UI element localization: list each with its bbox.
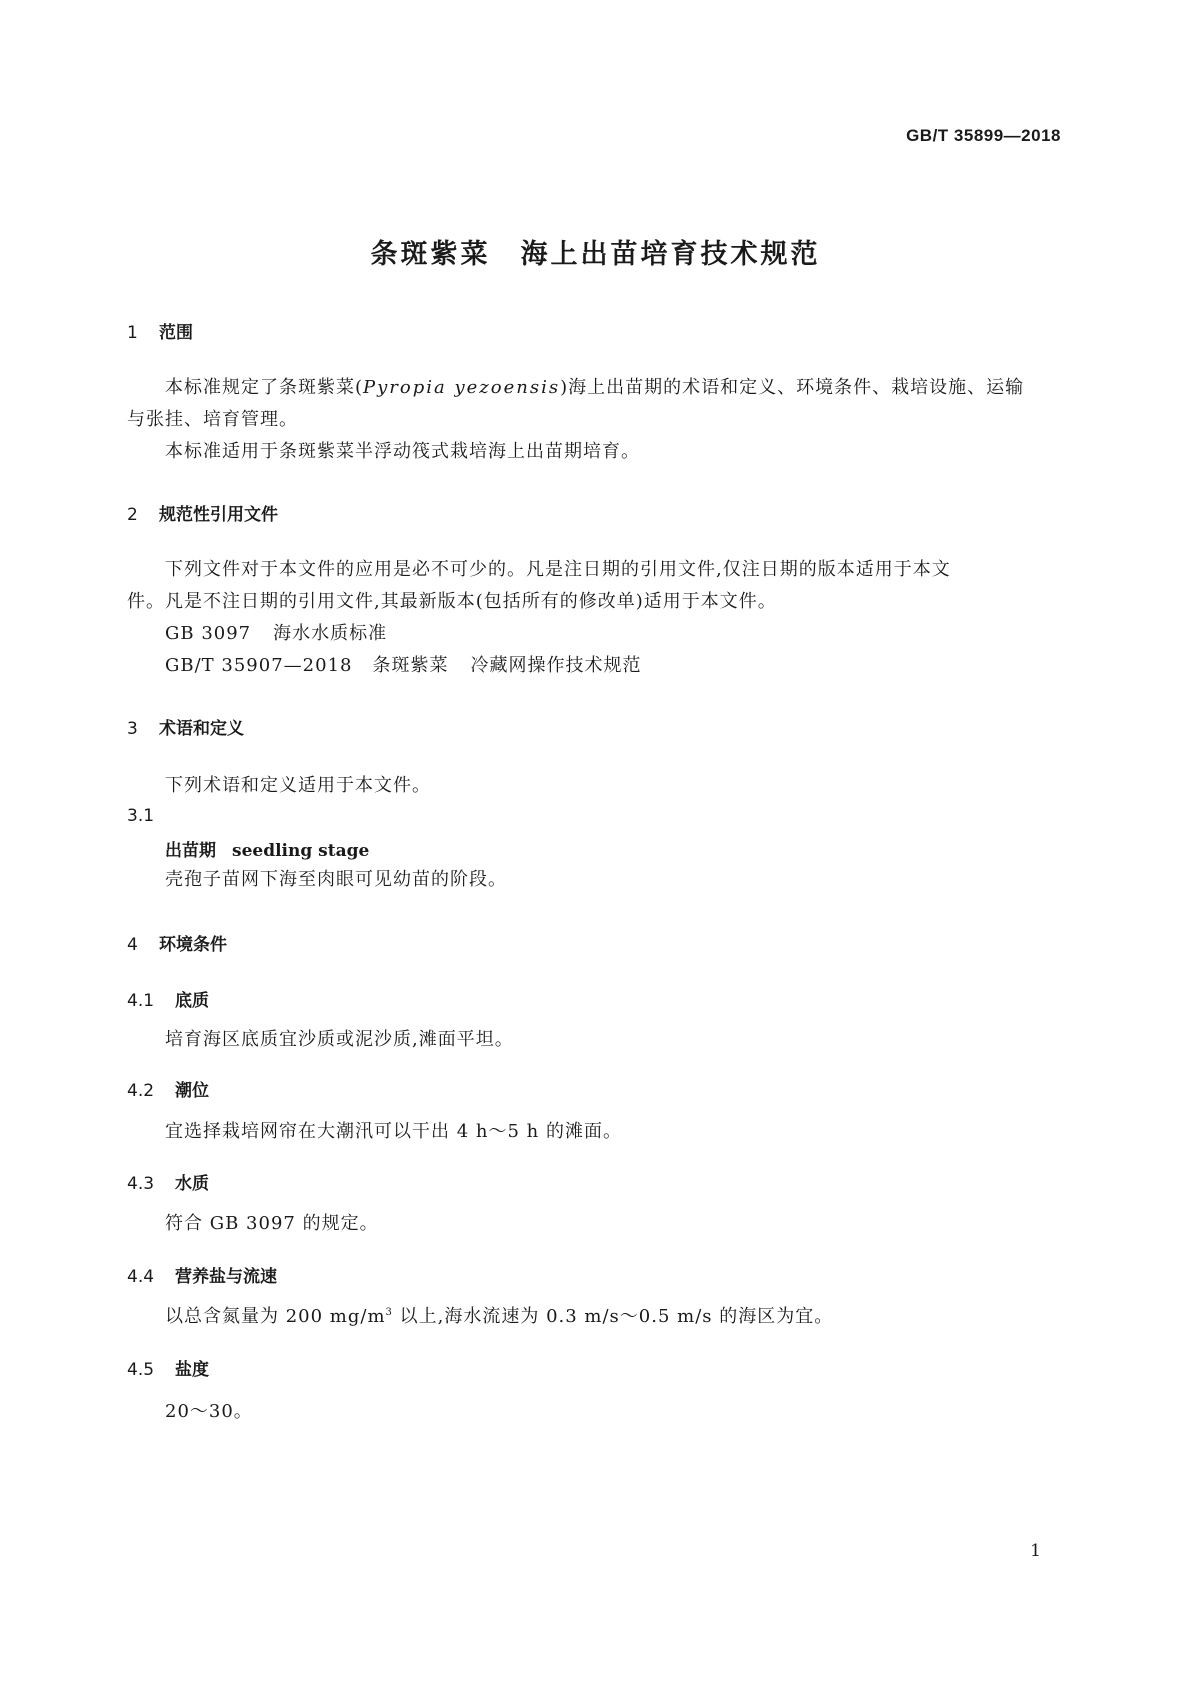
term-chinese: 出苗期 bbox=[165, 841, 216, 861]
text-run: 本标准规定了条斑紫菜( bbox=[165, 377, 364, 398]
reference-code: GB/T 35907—2018 bbox=[165, 655, 353, 676]
section-title: 规范性引用文件 bbox=[159, 505, 278, 525]
subsection-number: 4.3 bbox=[127, 1174, 155, 1194]
term-entry bbox=[165, 836, 369, 861]
subsection-number: 4.4 bbox=[127, 1267, 155, 1287]
term-english: seedling stage bbox=[232, 841, 370, 861]
subsection-title: 水质 bbox=[175, 1174, 209, 1194]
subsection-4-4-text bbox=[165, 1301, 833, 1333]
sec1-paragraph-2: 本标准适用于条斑紫菜半浮动筏式栽培海上出苗期培育。 bbox=[165, 441, 640, 462]
text-run: 以上,海水流速为 0.3 m/s～0.5 m/s 的海区为宜。 bbox=[392, 1306, 834, 1327]
sec2-paragraph-line-2: 件。凡是不注日期的引用文件,其最新版本(包括所有的修改单)适用于本文件。 bbox=[127, 591, 777, 612]
section-number: 1 bbox=[127, 323, 138, 343]
subsection-4-3-heading bbox=[127, 1169, 209, 1194]
subsection-4-1-heading bbox=[127, 986, 209, 1011]
standard-number: GB/T 35899—2018 bbox=[906, 126, 1061, 145]
subsection-4-4-heading bbox=[127, 1262, 277, 1287]
subsection-number: 4.1 bbox=[127, 991, 155, 1011]
section-number: 3 bbox=[127, 719, 138, 739]
term-number: 3.1 bbox=[127, 806, 155, 826]
subsection-4-1-text: 培育海区底质宜沙质或泥沙质,滩面平坦。 bbox=[165, 1029, 514, 1050]
page-number: 1 bbox=[1030, 1541, 1041, 1561]
latin-name: Pyropia yezoensis bbox=[363, 377, 561, 398]
reference-name: 海水水质标准 bbox=[273, 623, 388, 644]
subsection-number: 4.5 bbox=[127, 1360, 155, 1380]
reference-name-part: 条斑紫菜 bbox=[372, 655, 449, 676]
document-title: 条斑紫菜 海上出苗培育技术规范 bbox=[370, 239, 821, 270]
subsection-4-3-text: 符合 GB 3097 的规定。 bbox=[165, 1213, 379, 1234]
subsection-title: 盐度 bbox=[175, 1360, 209, 1380]
section-4-heading bbox=[127, 930, 227, 955]
subsection-number: 4.2 bbox=[127, 1081, 155, 1101]
section-3-heading bbox=[127, 714, 244, 739]
section-number: 4 bbox=[127, 935, 138, 955]
normative-reference-1 bbox=[165, 618, 387, 650]
term-definition: 壳孢子苗网下海至肉眼可见幼苗的阶段。 bbox=[165, 869, 507, 890]
subsection-4-5-text: 20～30。 bbox=[165, 1401, 253, 1422]
reference-code: GB 3097 bbox=[165, 623, 252, 644]
section-title: 术语和定义 bbox=[159, 719, 244, 739]
subsection-4-2-text: 宜选择栽培网帘在大潮汛可以干出 4 h～5 h 的滩面。 bbox=[165, 1121, 622, 1142]
section-title: 范围 bbox=[159, 323, 193, 343]
sec3-paragraph: 下列术语和定义适用于本文件。 bbox=[165, 775, 431, 796]
text-run: )海上出苗期的术语和定义、环境条件、栽培设施、运输 bbox=[560, 377, 1025, 398]
subsection-title: 底质 bbox=[175, 991, 209, 1011]
subsection-title: 营养盐与流速 bbox=[175, 1267, 277, 1287]
subsection-title: 潮位 bbox=[175, 1081, 209, 1101]
sec1-paragraph-1-line-2: 与张挂、培育管理。 bbox=[127, 409, 298, 430]
reference-name-part: 冷藏网操作技术规范 bbox=[470, 655, 642, 676]
subsection-4-2-heading bbox=[127, 1076, 209, 1101]
section-number: 2 bbox=[127, 505, 138, 525]
section-2-heading bbox=[127, 500, 278, 525]
section-1-heading bbox=[127, 318, 193, 343]
section-title: 环境条件 bbox=[159, 935, 227, 955]
superscript: 3 bbox=[385, 1307, 393, 1318]
sec2-paragraph-line-1: 下列文件对于本文件的应用是必不可少的。凡是注日期的引用文件,仅注日期的版本适用于本文 bbox=[165, 559, 951, 580]
sec1-paragraph-1-line-1 bbox=[165, 372, 1024, 404]
subsection-4-5-heading bbox=[127, 1355, 209, 1380]
normative-reference-2 bbox=[165, 650, 641, 682]
text-run: 以总含氮量为 200 mg/m bbox=[165, 1306, 386, 1327]
